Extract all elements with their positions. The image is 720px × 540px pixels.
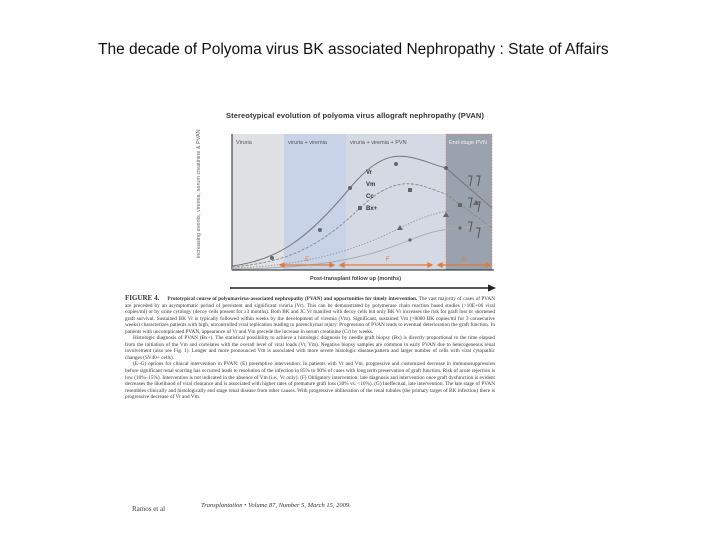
pvan-plot	[210, 128, 500, 296]
series-label-vm: Vm	[366, 182, 376, 188]
series-label-cc: Cc	[366, 194, 374, 200]
marker	[270, 256, 274, 260]
marker	[408, 188, 412, 192]
intervention-label-e: E	[305, 257, 310, 263]
journal-figure	[118, 108, 503, 520]
phase-viremia-band	[284, 134, 346, 270]
figure-caption	[125, 295, 495, 401]
marker	[408, 238, 411, 241]
phase-label-2: viruria + viremia	[288, 140, 327, 146]
marker	[458, 226, 461, 229]
caption-paragraph-3: (E–G) options for clinical intervention in PVAN: (E) preemptive intervention: In patients with Vr and Vm, progressive and customized decrease in immunosuppression before significant renal scarring has occurred leads to resolution of the infection in 85% to 90% of cases with long term preservation of graft function. Risk of acute rejection is low (10%–15%). Intervention is not indicated in the absence of Vm (i.e., Vr only). (F) Obligatory intervention, late diagnosis and intervention once graft dysfunction is evident decreases the likelihood of viral clearance and is associated with higher rates of premature graft loss (30% vs. <10%). (G) Ineffectual, late intervention. The late stage of PVAN resembles clinically and histologically end stage renal disease from other causes. With progressive obliteration of the renal tubules (the primary target of BK infection) there is progressive decrease of Vr and Vm.	[125, 361, 495, 401]
caption-paragraph-2: Histologic diagnosis of PVAN (Bx+). The statistical possibility to achieve a histologic diagnosis by needle graft biopsy (Bx) is directly proportional to the time elapsed from the initiation of the Vm and correlates with the overall level of viral loads (Vr, Vm). Negative biopsy samples are common in early PVAN due to heterogeneous renal involvement (also see Fig. 1). Longer and more pronounced Vm is associated with more severe histologic disease/pattern and larger number of cells with viral cytopathic changes (SV40+ cells).	[125, 335, 495, 361]
y-axis-label: increasing events, viremia, serum creatinine & PVAN	[196, 129, 202, 258]
series-label-bx: Bx+	[366, 206, 378, 212]
time-arrow-head	[488, 285, 496, 292]
marker	[444, 166, 448, 170]
marker	[318, 228, 322, 232]
caption-heading: Prototypical course of polyomavirus-associated nephropathy (PVAN) and opportunities for timely intervention.	[167, 296, 418, 302]
phase-viruria-band	[232, 134, 284, 270]
caption-label: FIGURE 4.	[125, 294, 160, 302]
phase-label-4: End-stage PVN	[449, 140, 487, 146]
caption-text-1: The vast majority of cases of PVAN are preceded by an asymptomatic period of persistent and significant viruria (Vr). This can be demonstrated by polymerase chain reaction based studies (>10E+06 viral copies/ml) or by urine cytology (decoy cells present for ≥3 months). Both BK and JC Vr manifest with decoy cells but only BK Vr increases the risk for graft loss or shortened graft survival. Sustained BK Vr is typically followed within weeks by the development of viremia (Vm). Significant, sustained Vm (>8000 BK copies/ml for 3 consecutive weeks) characterizes patients with high, uncontrolled viral replication leading to parenchymal injury. Progression of PVAN leads to eventual deterioration the graft function. In patients with uncomplicated PVAN, appearance of Vr and Vm precede the increase in serum creatinine (Cr) by weeks.	[125, 296, 495, 335]
slide-title: The decade of Polyoma virus BK associated Nephropathy : State of Affairs	[98, 41, 609, 58]
phase-label-1: Viruria	[236, 140, 252, 146]
marker	[458, 203, 462, 207]
marker	[394, 162, 398, 166]
author-credit: Ramos et al	[132, 505, 166, 513]
x-axis-label: Post-transplant follow up (months)	[310, 276, 402, 282]
series-label-vr: Vr	[366, 170, 373, 176]
panel-title: Stereotypical evolution of polyoma virus allograft nephropathy (PVAN)	[226, 111, 485, 120]
phase-label-3: viruria + viremia + PVN	[350, 140, 407, 146]
marker	[348, 186, 352, 190]
marker	[358, 206, 362, 210]
journal-citation: Transplantation • Volume 87, Number 5, March 15, 2009	[201, 502, 350, 509]
intervention-label-f: F	[386, 257, 390, 263]
phase-pvn-band	[346, 134, 446, 270]
intervention-label-g: G	[462, 257, 467, 263]
caption-paragraph-1	[125, 295, 495, 335]
